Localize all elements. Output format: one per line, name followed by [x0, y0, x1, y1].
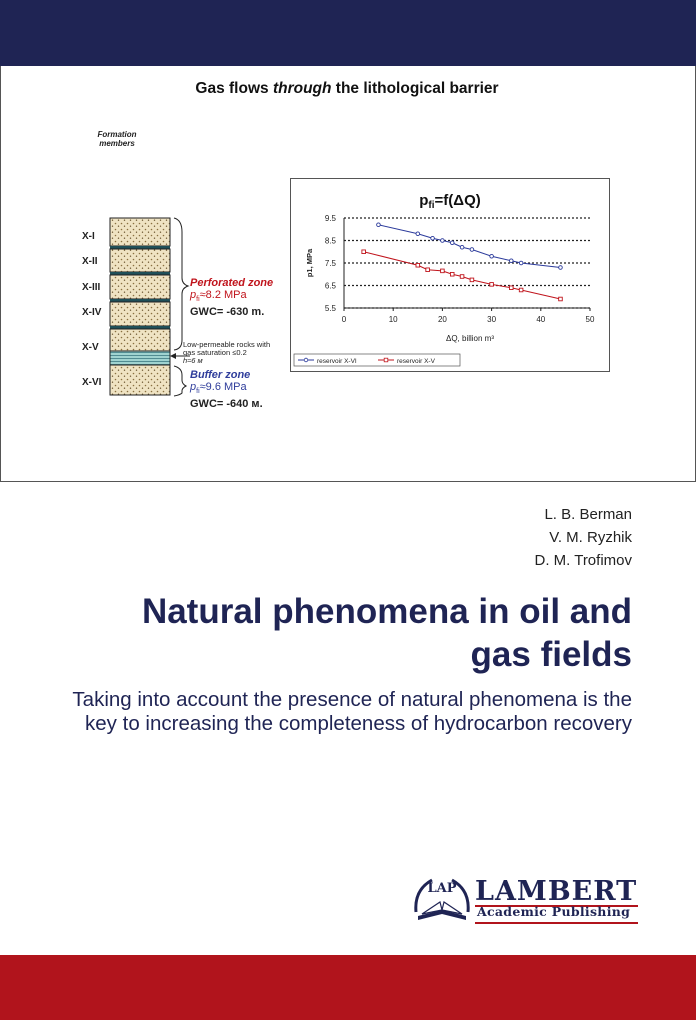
y-tick-label: 9.5: [324, 214, 336, 223]
lap-logo-icon: [410, 870, 474, 930]
author-name: L. B. Berman: [544, 506, 632, 523]
y-tick-label: 6.5: [324, 281, 336, 291]
perforated-gwc: GWC= -630 m.: [190, 306, 265, 319]
column-layers: [110, 218, 170, 395]
data-point: [441, 239, 445, 243]
x-tick-label: 20: [437, 315, 447, 324]
chart-legend: [294, 354, 460, 366]
pressure-chart: [290, 178, 610, 372]
legend-marker: [384, 358, 388, 362]
data-point: [441, 269, 445, 273]
authors-block: [534, 503, 632, 572]
buffer-gwc: GWC= -640 м.: [190, 398, 263, 411]
book-subtitle: Taking into account the presence of natural phenomena is the key to increasing the completeness of hydrocarbon recovery: [72, 688, 632, 735]
author-name: V. M. Ryzhik: [549, 529, 632, 546]
chart-title: $p_{fi}=f(\Delta Q)$: [419, 192, 481, 211]
svg-text:LAP: LAP: [427, 881, 457, 896]
data-point: [490, 283, 494, 287]
member-label: X-I: [82, 231, 95, 242]
data-point: [490, 254, 494, 258]
data-point: [509, 286, 513, 290]
data-point: [450, 272, 454, 276]
legend-label: reservoir X-V: [397, 358, 435, 365]
x-tick-label: 50: [585, 315, 595, 324]
member-label: X-V: [82, 342, 99, 353]
y-tick-label: 8.5: [324, 236, 336, 246]
chart-ylabel: p1, MPa: [305, 248, 314, 278]
buffer-zone-label: Buffer zone: [190, 369, 251, 381]
member-label: X-III: [82, 282, 101, 293]
formation-members-label: Formation members: [97, 130, 137, 148]
perforated-pressure: $p_{fi}\approx 8.2$ MPa: [190, 289, 247, 304]
data-point: [426, 268, 430, 272]
data-point: [460, 245, 464, 249]
y-tick-label: 5.5: [324, 304, 336, 313]
member-label: X-II: [82, 256, 98, 267]
data-point: [416, 232, 420, 236]
legend-label: reservoir X-VI: [317, 358, 357, 365]
data-point: [519, 261, 523, 265]
perforated-zone-label: Perforated zone: [190, 277, 274, 289]
perforated-zone-note: [190, 277, 273, 318]
legend-marker: [304, 358, 308, 362]
data-point: [416, 263, 420, 267]
publisher-tagline: Academic Publishing: [477, 904, 631, 919]
publisher-name: LAMBERT: [475, 876, 638, 907]
data-point: [450, 241, 454, 245]
chart-xlabel: ΔQ, billion m³: [445, 334, 495, 343]
x-tick-label: 40: [536, 315, 546, 324]
data-point: [460, 275, 464, 279]
data-point: [470, 278, 474, 282]
data-point: [559, 266, 563, 270]
data-point: [377, 223, 381, 227]
author-name: D. M. Trofimov: [534, 552, 632, 569]
x-tick-label: 0: [341, 315, 347, 324]
data-point: [519, 288, 523, 292]
data-point: [559, 297, 563, 301]
member-label: X-VI: [82, 377, 102, 388]
y-tick-label: 7.5: [324, 259, 336, 268]
data-point: [431, 236, 435, 240]
buffer-zone-note: [190, 369, 263, 410]
member-label: X-IV: [82, 307, 102, 318]
bottom-color-bar: [0, 955, 696, 1020]
data-point: [509, 259, 513, 263]
buffer-pressure: $p_{fi}\approx 9.6$ MPa: [190, 381, 247, 396]
data-point: [362, 250, 366, 254]
figure-title: Gas flows through the lithological barrier: [195, 80, 499, 97]
x-tick-label: 10: [388, 315, 398, 324]
x-tick-label: 30: [487, 315, 497, 324]
low-permeable-note: Low-permeable rocks with gas saturation ≤0.2 h≈6 м: [183, 340, 271, 365]
logo-rule: [475, 922, 638, 924]
book-title: Natural phenomena in oil and gas fields: [141, 592, 632, 674]
data-point: [470, 248, 474, 252]
